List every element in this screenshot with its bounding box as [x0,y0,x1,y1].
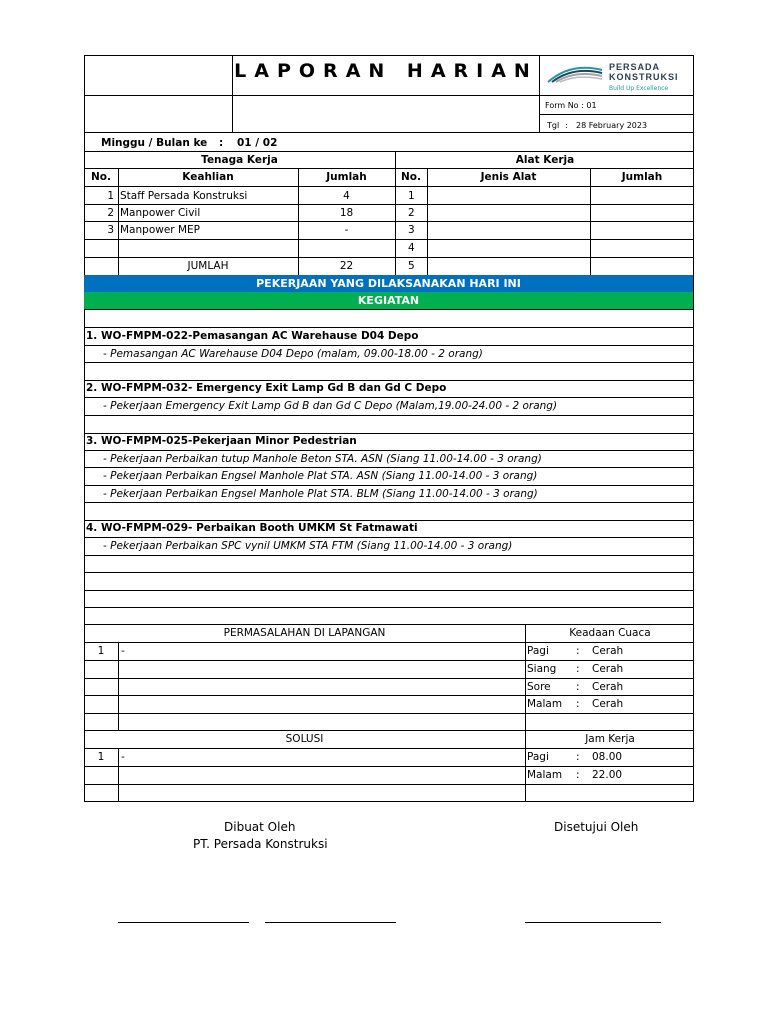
divider [84,380,694,381]
permasalahan-row-text: - [121,645,125,657]
tenaga-total-label: JUMLAH [187,260,229,272]
period-separator: : [219,137,224,149]
divider [84,415,694,416]
jam-kerja-separator: : [576,751,580,763]
jam-kerja-value: 08.00 [592,751,623,763]
divider [84,678,694,679]
cuaca-separator: : [576,698,580,710]
activity-title: 1. WO-FMPM-022-Pemasangan AC Warehause D04 Depo [86,330,419,342]
cuaca-label: Malam [527,698,563,710]
logo-arc-icon [546,60,606,86]
alat-kerja-heading: Alat Kerja [515,154,575,166]
divider [84,784,694,785]
col-alat-jumlah-header: Jumlah [621,171,663,183]
divider [84,204,694,205]
alat-row-no: 4 [408,242,415,254]
cuaca-value: Cerah [592,663,624,675]
permasalahan-heading: PERMASALAHAN DI LAPANGAN [223,627,386,639]
tenaga-row-no: 3 [107,224,114,236]
activity-item: - Pekerjaan Perbaikan Engsel Manhole Plat STA. ASN (Siang 11.00-14.00 - 3 orang) [103,470,538,482]
tenaga-total-value: 22 [339,260,354,272]
divider [84,168,694,169]
divider [84,766,694,767]
divider [84,572,694,573]
cuaca-separator: : [576,663,580,675]
divider [84,695,694,696]
col-keahlian-header: Keahlian [182,171,234,183]
divider [84,450,694,451]
dibuat-oleh-label: Dibuat Oleh [224,820,296,834]
cuaca-separator: : [576,681,580,693]
disetujui-oleh-label: Disetujui Oleh [554,820,639,834]
divider [84,327,694,328]
alat-row-no: 3 [408,224,415,236]
divider [539,55,540,132]
permasalahan-row-no: 1 [97,645,105,657]
divider [84,485,694,486]
company-name-line1: PERSADA [609,62,661,72]
pekerjaan-band: PEKERJAAN YANG DILAKSANAKAN HARI INI [84,275,693,292]
tenaga-row-keahlian: Staff Persada Konstruksi [120,190,248,202]
alat-row-no: 5 [408,260,415,272]
divider [84,186,694,187]
date-separator: : [565,121,568,130]
activity-item: - Pekerjaan Perbaikan tutup Manhole Beton STA. ASN (Siang 11.00-14.00 - 3 orang) [103,453,542,465]
activity-item: - Pemasangan AC Warehause D04 Depo (malam, 09.00-18.00 - 2 orang) [103,348,483,360]
cuaca-separator: : [576,645,580,657]
divider [84,467,694,468]
tenaga-kerja-heading: Tenaga Kerja [201,154,278,166]
cuaca-label: Siang [527,663,557,675]
divider [84,590,694,591]
divider [84,95,694,96]
divider [84,221,694,222]
alat-row-no: 2 [408,207,415,219]
cuaca-label: Pagi [527,645,549,657]
activity-title: 2. WO-FMPM-032- Emergency Exit Lamp Gd B dan Gd C Depo [86,382,447,394]
divider [84,433,694,434]
divider [84,607,694,608]
alat-row-no: 1 [408,190,415,202]
divider [84,730,694,731]
cuaca-heading: Keadaan Cuaca [569,627,651,639]
divider [539,114,694,115]
solusi-row-text: - [121,751,125,763]
date-label: Tgl [547,121,560,130]
jam-kerja-heading: Jam Kerja [585,733,635,745]
divider [84,713,694,714]
activity-title: 3. WO-FMPM-025-Pekerjaan Minor Pedestrian [86,435,357,447]
jam-kerja-label: Pagi [527,751,549,763]
tenaga-row-jumlah: 18 [339,207,354,219]
divider [84,345,694,346]
tenaga-row-keahlian: Manpower Civil [120,207,201,219]
tenaga-row-keahlian: Manpower MEP [120,224,200,236]
cuaca-label: Sore [527,681,551,693]
divider [84,239,694,240]
period-value: 01 / 02 [237,137,278,149]
activity-item: - Pekerjaan Perbaikan SPC vynil UMKM STA FTM (Siang 11.00-14.00 - 3 orang) [103,540,513,552]
divider [84,309,694,310]
divider [84,660,694,661]
signature-line [265,922,396,923]
solusi-heading: SOLUSI [285,733,324,745]
divider [84,502,694,503]
form-number: Form No : 01 [545,101,597,110]
report-title: LAPORAN HARIAN [234,60,538,82]
divider [84,748,694,749]
cuaca-value: Cerah [592,681,624,693]
cuaca-value: Cerah [592,698,624,710]
divider [84,555,694,556]
divider [84,624,694,625]
jam-kerja-separator: : [576,769,580,781]
solusi-row-no: 1 [97,751,105,763]
activity-item: - Pekerjaan Perbaikan Engsel Manhole Plat STA. BLM (Siang 11.00-14.00 - 3 orang) [103,488,538,500]
col-alat-no-header: No. [401,171,421,183]
col-no-header: No. [91,171,111,183]
activity-item: - Pekerjaan Emergency Exit Lamp Gd B dan Gd C Depo (Malam,19.00-24.00 - 2 orang) [103,400,558,412]
kegiatan-band: KEGIATAN [84,292,693,309]
divider [84,151,694,152]
jam-kerja-value: 22.00 [592,769,623,781]
divider [84,642,694,643]
divider [118,642,119,731]
jam-kerja-label: Malam [527,769,563,781]
tenaga-row-jumlah: - [344,224,349,236]
signature-line [118,922,249,923]
cuaca-value: Cerah [592,645,624,657]
divider [84,362,694,363]
period-label: Minggu / Bulan ke [101,137,208,149]
date-value: 28 February 2023 [576,121,648,130]
divider [84,132,694,133]
divider [84,537,694,538]
col-jenis-alat-header: Jenis Alat [480,171,537,183]
divider [84,397,694,398]
tenaga-row-no: 2 [107,207,114,219]
col-jumlah-header: Jumlah [326,171,367,183]
company-tagline: Build Up Excellence [609,85,669,92]
company-signature-label: PT. Persada Konstruksi [193,837,328,851]
divider [84,257,694,258]
divider [118,748,119,802]
divider [84,520,694,521]
activity-title: 4. WO-FMPM-029- Perbaikan Booth UMKM St Fatmawati [86,522,418,534]
company-name-line2: KONSTRUKSI [609,72,679,82]
tenaga-row-jumlah: 4 [343,190,350,202]
signature-line [525,922,661,923]
tenaga-row-no: 1 [107,190,114,202]
